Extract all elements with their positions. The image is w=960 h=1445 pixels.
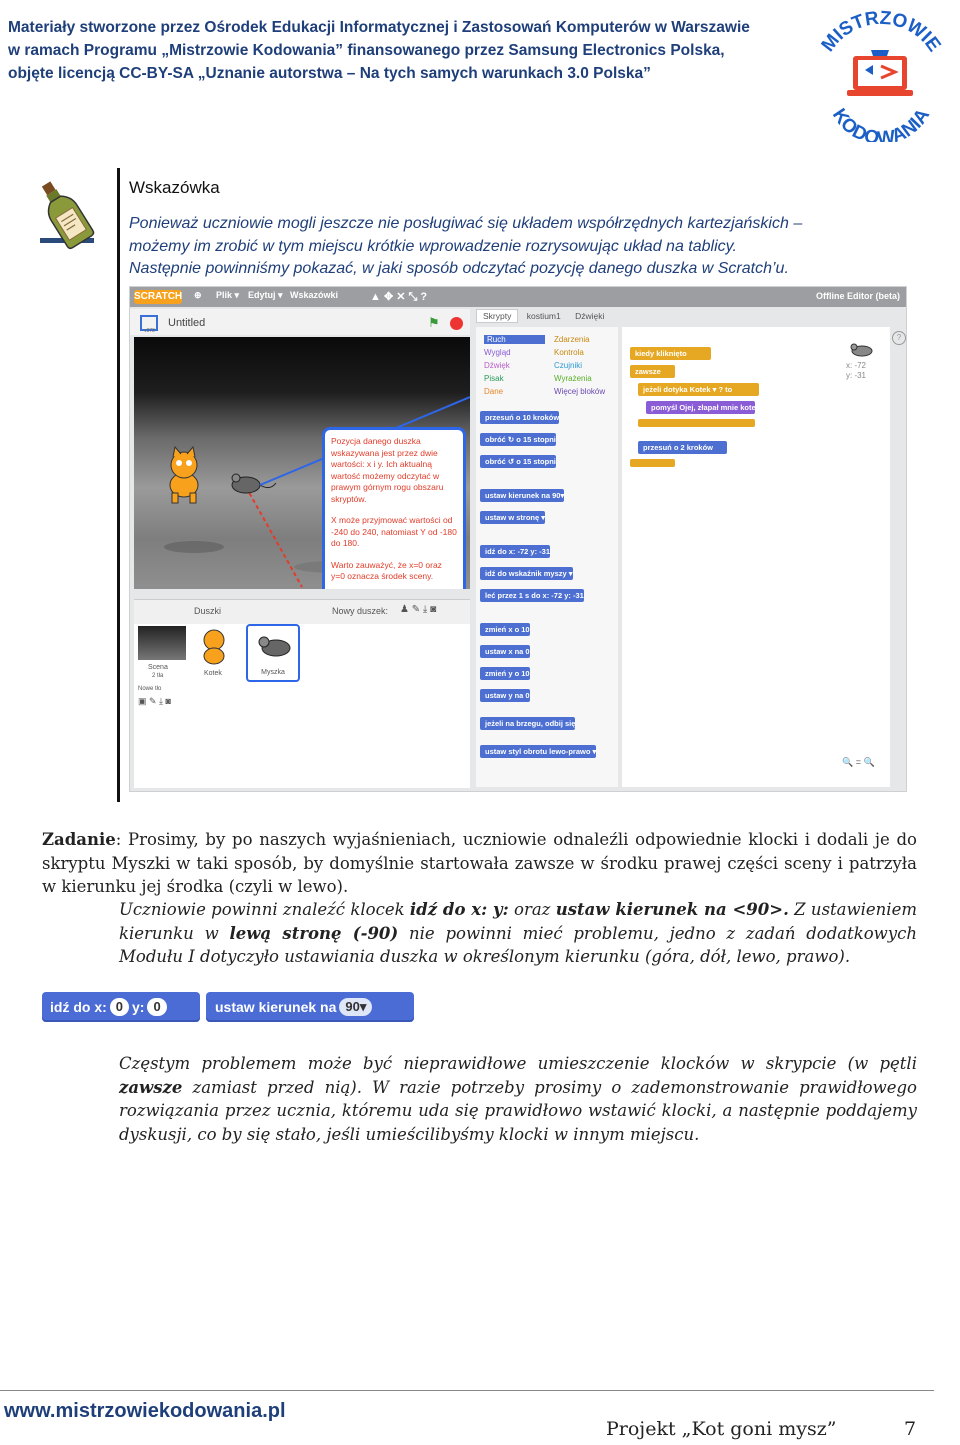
hint-line: Ponieważ uczniowie mogli jeszcze nie posługiwać się układem współrzędnych kartezjańskich – <box>129 215 803 232</box>
palette-block[interactable]: ustaw kierunek na 90▾ <box>480 489 564 502</box>
green-flag-icon[interactable]: ⚑ <box>428 315 440 330</box>
coord-y: y: -31 <box>846 371 867 380</box>
category-data[interactable]: Dane <box>484 387 504 396</box>
category-events[interactable]: Zdarzenia <box>554 335 590 344</box>
sprites-pane <box>134 599 470 788</box>
palette-block[interactable]: obróć ↻ o 15 stopni <box>480 433 556 446</box>
header-line: w ramach Programu „Mistrzowie Kodowania” finansowanego przez Samsung Electronics Polska, <box>8 42 725 59</box>
stage-canvas[interactable] <box>134 337 470 589</box>
svg-text:KODOWANIA <box>828 105 934 142</box>
offline-editor-label: Offline Editor (beta) <box>816 291 900 301</box>
problem-paragraph <box>119 1052 917 1146</box>
version-label: v373 <box>144 328 155 334</box>
scratch-logo: SCRATCH <box>134 291 183 302</box>
menu-tips[interactable]: Wskazówki <box>290 290 339 300</box>
sprites-title: Duszki <box>194 606 222 616</box>
palette-block[interactable]: idź do x: -72 y: -31 <box>480 545 550 558</box>
goto-y-label: y: <box>132 999 145 1015</box>
callout-text: X może przyjmować wartości od -240 do 240, natomiast Y od -180 do 180. <box>331 515 457 548</box>
svg-text:MISTRZOWIE <box>818 8 945 56</box>
task2-paragraph <box>119 898 917 969</box>
palette-block[interactable]: zmień y o 10 <box>480 667 530 680</box>
goto-y-value: 0 <box>147 998 166 1016</box>
palette-block[interactable]: idź do wskaźnik myszy ▾ <box>480 567 573 580</box>
category-looks[interactable]: Wygląd <box>484 348 511 357</box>
goto-x-value: 0 <box>110 998 129 1016</box>
stage-thumbnail[interactable] <box>138 626 186 660</box>
script-if-end <box>638 419 755 427</box>
cat-sprite-icon <box>170 447 198 503</box>
palette-block[interactable]: ustaw w stronę ▾ <box>480 511 545 524</box>
stage-header <box>130 309 470 335</box>
logo-text-bottom: KODOWANIA <box>827 105 935 142</box>
palette-block[interactable]: jeżeli na brzegu, odbij się <box>480 717 575 730</box>
palette-block[interactable]: ustaw x na 0 <box>480 645 530 658</box>
new-sprite-icons[interactable]: ♟ ✎ ⤓ ◙ <box>400 604 437 615</box>
task2-text: Z ustawieniem kierunku w <box>119 900 917 943</box>
category-motion[interactable]: Ruch <box>484 335 545 344</box>
script-forever-block[interactable]: zawsze <box>630 365 675 378</box>
mistrzowie-kodowania-logo <box>805 2 955 142</box>
tab-sounds[interactable]: Dźwięki <box>575 311 605 321</box>
block-palette <box>476 327 618 787</box>
goto-label: idź do x: <box>50 999 107 1015</box>
editor-tabs <box>476 311 610 321</box>
license-header <box>8 16 798 85</box>
problem-bold: zawsze <box>119 1077 183 1097</box>
palette-block[interactable]: ustaw styl obrotu lewo-prawo ▾ <box>480 745 596 758</box>
hint-text <box>129 213 829 281</box>
position-callout <box>322 427 466 589</box>
category-control[interactable]: Kontrola <box>554 348 584 357</box>
tab-costumes[interactable]: kostium1 <box>526 311 561 321</box>
hint-line: możemy im zrobić w tym miejscu krótkie wprowadzenie rozrysowując układ na tablicy. <box>129 237 737 255</box>
task2-bold: lewą stronę (-90) <box>229 923 399 943</box>
stop-icon[interactable] <box>450 317 463 330</box>
palette-block[interactable]: ustaw y na 0 <box>480 689 530 702</box>
project-name-field[interactable]: Untitled <box>168 317 206 329</box>
script-think-block[interactable]: pomyśl Ojej, złapał mnie kotek! <box>646 401 755 414</box>
direction-value: 90▾ <box>339 998 372 1016</box>
callout-text: Warto zauważyć, że x=0 oraz y=0 oznacza środek sceny. <box>331 559 442 581</box>
new-backdrop-label: Nowe tło <box>138 686 162 692</box>
goto-xy-block <box>42 992 200 1022</box>
script-hat-block[interactable]: kiedy kliknięto <box>630 347 711 360</box>
logo-text-top: MISTRZOWIE <box>817 7 945 56</box>
sprites-header <box>134 600 470 624</box>
help-icon[interactable]: ? <box>892 331 906 345</box>
script-area[interactable] <box>622 327 890 787</box>
palette-block[interactable]: obróć ↺ o 15 stopni <box>480 455 556 468</box>
mouse-sprite-icon <box>232 474 276 493</box>
task-paragraph <box>42 828 917 899</box>
direction-label: ustaw kierunek na <box>215 999 337 1015</box>
category-operators[interactable]: Wyrażenia <box>554 374 592 383</box>
menu-file[interactable]: Plik ▾ <box>216 290 240 300</box>
sprite-name-mouse: Myszka <box>261 669 285 676</box>
new-backdrop-icons[interactable]: ▣ ✎ ⤓ ◙ <box>138 696 171 706</box>
new-sprite-label: Nowy duszek: <box>332 606 389 616</box>
problem-text: zamiast przed nią). W razie potrzeby prosimy o zademonstrowanie prawidłowego rozwiązania przez ucznia, któremu uda się prawidłowo wstawić klocki, a następnie poddajemy dyskusji, co by się stało, jeśli umieścilibyśmy klocki w innym miejscu. <box>119 1077 917 1144</box>
scratch-editor-screenshot <box>129 286 907 792</box>
script-if-block[interactable]: jeżeli dotyka Kotek ▾ ? to <box>638 383 759 396</box>
stage-label: Scena <box>148 664 168 671</box>
script-forever-end <box>630 459 675 467</box>
hint-bar <box>117 168 120 802</box>
sprite-thumb-cat[interactable] <box>192 626 240 670</box>
category-sound[interactable]: Dźwięk <box>484 361 510 370</box>
menu-edit[interactable]: Edytuj ▾ <box>248 290 283 300</box>
mouse-thumbnail-icon <box>848 343 876 357</box>
task-label: Zadanie <box>42 830 116 849</box>
header-line: Materiały stworzone przez Ośrodek Edukacji Informatycznej i Zastosowań Komputerów w Warszawie <box>8 19 750 36</box>
stage-backdrop-count: 2 tła <box>152 673 164 679</box>
palette-block[interactable]: leć przez 1 s do x: -72 y: -31 <box>480 589 584 602</box>
callout-text: Pozycja danego duszka wskazywana jest przez dwie wartości: x i y. Ich aktualną wartość możemy odczytać w prawym górnym rogu obszaru skryptów. <box>331 436 444 504</box>
footer-divider <box>0 1390 934 1391</box>
hint-line: Następnie powinniśmy pokazać, w jaki sposób odczytać pozycję danego duszka w Scratch’u. <box>129 260 789 277</box>
script-move-block[interactable]: przesuń o 2 kroków <box>638 441 727 454</box>
footer-project: Projekt „Kot goni mysz” <box>606 1418 837 1440</box>
task2-bold: idź do x: y: <box>409 900 509 919</box>
set-direction-block <box>206 992 414 1022</box>
page-number: 7 <box>904 1418 917 1440</box>
sprite-name-cat: Kotek <box>204 670 222 677</box>
toolbar-tools-icon[interactable]: ▲ ✥ ✕ ⤡ ? <box>370 291 428 303</box>
tab-scripts[interactable]: Skrypty <box>476 309 518 323</box>
zoom-controls[interactable]: 🔍 = 🔍 <box>842 757 875 767</box>
globe-icon[interactable]: ⊕ <box>194 290 202 300</box>
task2-text: nie powinni mieć problemu, jedno z zadań dodatkowych Modułu I dotyczyło ustawiania duszka w określonym kierunku (góra, dół, lewo, prawo). <box>119 923 917 966</box>
task2-bold: ustaw kierunek na <90>. <box>555 900 789 919</box>
category-pen[interactable]: Pisak <box>484 374 504 383</box>
category-more-blocks[interactable]: Więcej bloków <box>554 387 606 396</box>
problem-text: Częstym problemem może być nieprawidłowe umieszczenie klocków w skrypcie (w pętli <box>119 1054 917 1073</box>
bottle-icon <box>38 176 96 252</box>
hint-title: Wskazówka <box>129 178 220 197</box>
footer-url[interactable]: www.mistrzowiekodowania.pl <box>4 1400 286 1422</box>
task2-text: Uczniowie powinni znaleźć klocek <box>119 900 410 919</box>
category-sensing[interactable]: Czujniki <box>554 361 583 370</box>
header-line: objęte licencją CC-BY-SA „Uznanie autorstwa – Na tych samych warunkach 3.0 Polska” <box>8 65 651 82</box>
coord-x: x: -72 <box>846 361 867 370</box>
task-text: : Prosimy, by po naszych wyjaśnieniach, uczniowie odnaleźli odpowiednie klocki i dodali je do skryptu Myszki w taki sposób, by domyślnie startowała zawsze w środku prawej części sceny i patrzyła w kierunku jej środka (czyli w lewo). <box>42 830 917 896</box>
sprite-thumb-mouse[interactable] <box>246 624 300 682</box>
palette-block[interactable]: zmień x o 10 <box>480 623 530 636</box>
scratch-menubar <box>130 287 906 307</box>
task2-text: oraz <box>508 900 556 919</box>
palette-block[interactable]: przesuń o 10 kroków <box>480 411 559 424</box>
